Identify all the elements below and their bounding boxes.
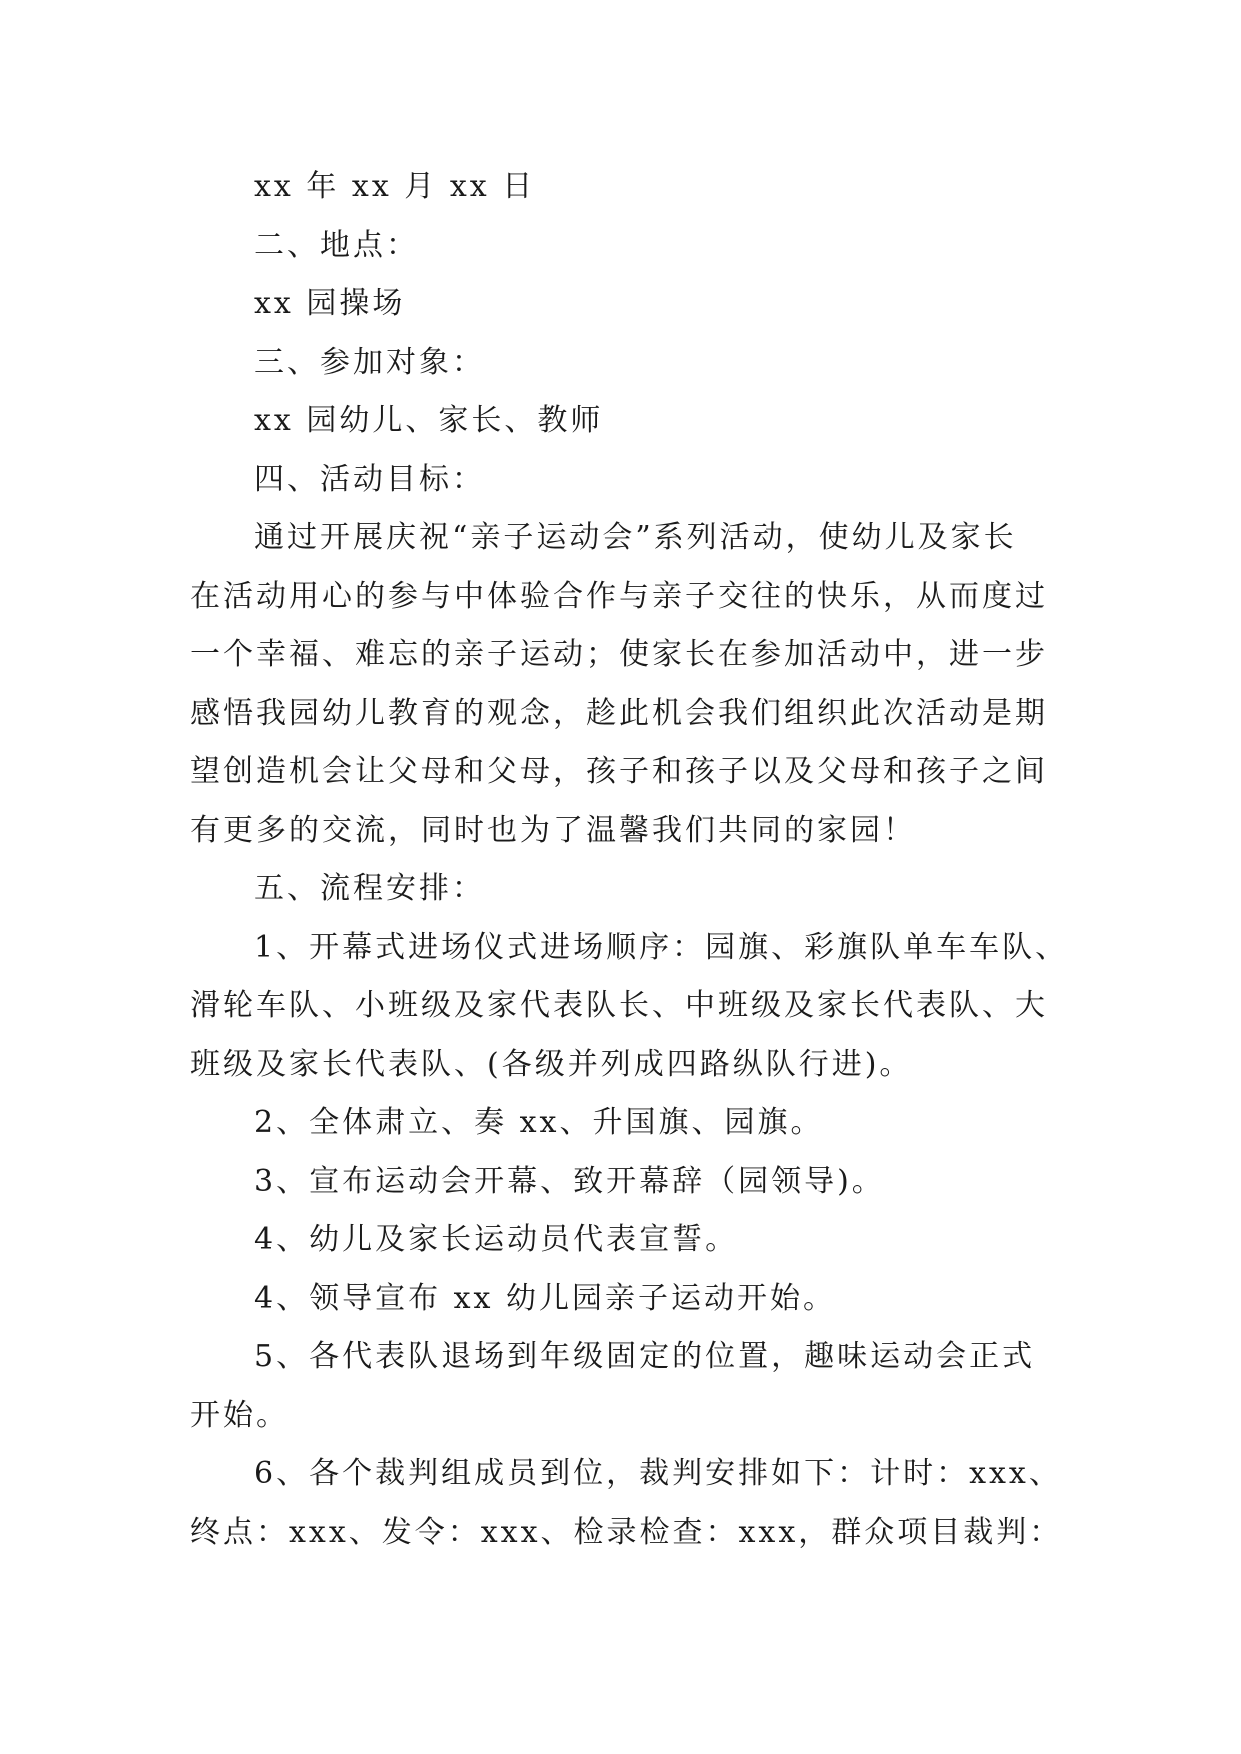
schedule-item-6-line: 终点：xxx、发令：xxx、检录检查：xxx，群众项目裁判： <box>190 1514 1063 1550</box>
section-heading-goals: 四、活动目标： <box>254 461 485 497</box>
section-heading-participants: 三、参加对象： <box>254 344 485 380</box>
goals-paragraph-line: 望创造机会让父母和父母，孩子和孩子以及父母和孩子之间 <box>190 754 1048 789</box>
goals-paragraph-line: 通过开展庆祝“亲子运动会”系列活动，使幼儿及家长 <box>254 520 1017 555</box>
location-text: xx 园操场 <box>254 286 406 321</box>
schedule-item-3: 3、宣布运动会开幕、致开幕辞（园领导)。 <box>254 1163 885 1199</box>
participants-text: xx 园幼儿、家长、教师 <box>254 403 604 438</box>
goals-paragraph-line: 在活动用心的参与中体验合作与亲子交往的快乐，从而度过 <box>190 578 1048 614</box>
schedule-item-1-line: 班级及家长代表队、(各级并列成四路纵队行进)。 <box>190 1046 913 1082</box>
schedule-item-5-line: 5、各代表队退场到年级固定的位置，趣味运动会正式 <box>254 1339 1036 1374</box>
schedule-item-4a: 4、幼儿及家长运动员代表宣誓。 <box>254 1222 739 1257</box>
section-heading-schedule: 五、流程安排： <box>254 871 485 906</box>
goals-paragraph-line: 有更多的交流，同时也为了温馨我们共同的家园！ <box>190 812 916 848</box>
document-body <box>190 158 1069 1562</box>
schedule-item-4b: 4、领导宣布 xx 幼儿园亲子运动开始。 <box>254 1280 836 1316</box>
schedule-item-1-line: 1、开幕式进场仪式进场顺序：园旗、彩旗队单车车队、 <box>254 929 1069 965</box>
schedule-item-2: 2、全体肃立、奏 xx、升国旗、园旗。 <box>254 1105 824 1140</box>
schedule-item-1-line: 滑轮车队、小班级及家代表队长、中班级及家长代表队、大 <box>190 988 1048 1023</box>
schedule-item-5-line: 开始。 <box>190 1397 289 1433</box>
schedule-item-6-line: 6、各个裁判组成员到位，裁判安排如下：计时：xxx、 <box>254 1456 1062 1491</box>
goals-paragraph-line: 一个幸福、难忘的亲子运动；使家长在参加活动中，进一步 <box>190 637 1048 672</box>
date-line: xx 年 xx 月 xx 日 <box>254 169 536 204</box>
goals-paragraph-line: 感悟我园幼儿教育的观念，趁此机会我们组织此次活动是期 <box>190 695 1048 731</box>
section-heading-location: 二、地点： <box>254 227 419 263</box>
